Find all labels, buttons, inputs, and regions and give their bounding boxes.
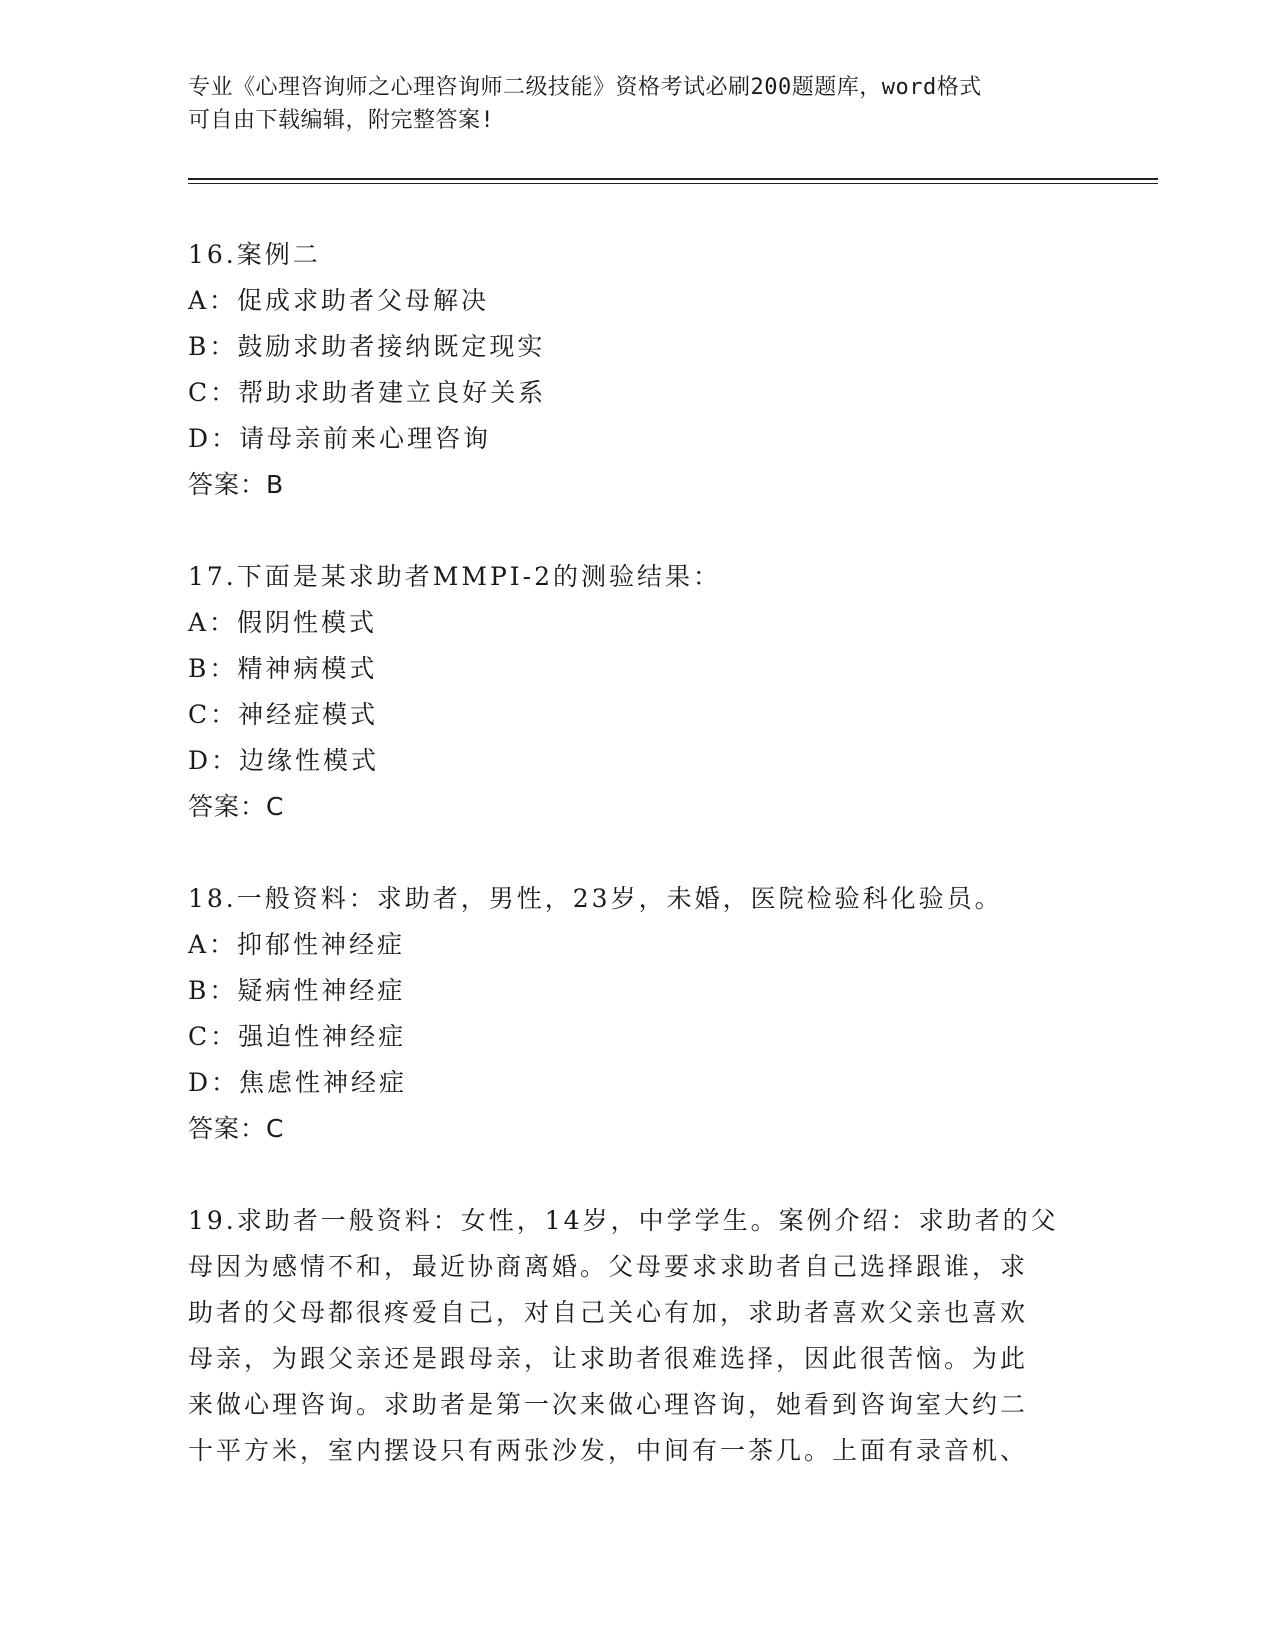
option-d: D：边缘性模式 [188, 746, 380, 775]
question-list [188, 232, 1088, 1520]
question-17 [188, 554, 1088, 830]
option-c: C：强迫性神经症 [188, 1022, 407, 1051]
question-stem: 18.一般资料：求助者，男性，23岁，未婚，医院检验科化验员。 [188, 884, 1003, 913]
header-divider-thick [188, 178, 1158, 180]
header-line-1: 专业《心理咨询师之心理咨询师二级技能》资格考试必刷200题题库，word格式 [188, 75, 982, 100]
question-18 [188, 876, 1088, 1152]
question-16 [188, 232, 1088, 508]
option-c: C：神经症模式 [188, 700, 379, 729]
answer-line: 答案：C [188, 792, 285, 821]
option-a: A：抑郁性神经症 [188, 930, 406, 959]
option-a: A：促成求助者父母解决 [188, 286, 490, 315]
document-header [188, 71, 1088, 137]
question-text-line: 19.求助者一般资料：女性，14岁，中学学生。案例介绍：求助者的父 [188, 1206, 1059, 1235]
option-a: A：假阴性模式 [188, 608, 378, 637]
option-b: B：疑病性神经症 [188, 976, 406, 1005]
option-d: D：焦虑性神经症 [188, 1068, 408, 1097]
question-text-line: 来做心理咨询。求助者是第一次来做心理咨询，她看到咨询室大约二 [188, 1390, 1029, 1419]
question-stem: 17.下面是某求助者MMPI-2的测验结果： [188, 562, 722, 591]
option-c: C：帮助求助者建立良好关系 [188, 378, 547, 407]
option-b: B：精神病模式 [188, 654, 378, 683]
question-text-line: 母亲，为跟父亲还是跟母亲，让求助者很难选择，因此很苦恼。为此 [188, 1344, 1029, 1373]
answer-line: 答案：B [188, 470, 285, 499]
question-stem: 16.案例二 [188, 240, 321, 269]
header-line-2: 可自由下载编辑，附完整答案! [188, 108, 495, 133]
question-text-line: 母因为感情不和，最近协商离婚。父母要求求助者自己选择跟谁，求 [188, 1252, 1029, 1281]
question-text-line: 助者的父母都很疼爱自己，对自己关心有加，求助者喜欢父亲也喜欢 [188, 1298, 1029, 1327]
question-19 [188, 1198, 1088, 1474]
answer-line: 答案：C [188, 1114, 285, 1143]
option-b: B：鼓励求助者接纳既定现实 [188, 332, 546, 361]
option-d: D：请母亲前来心理咨询 [188, 424, 492, 453]
header-divider-thin [188, 183, 1158, 184]
question-text-line: 十平方米，室内摆设只有两张沙发，中间有一茶几。上面有录音机、 [188, 1436, 1029, 1465]
